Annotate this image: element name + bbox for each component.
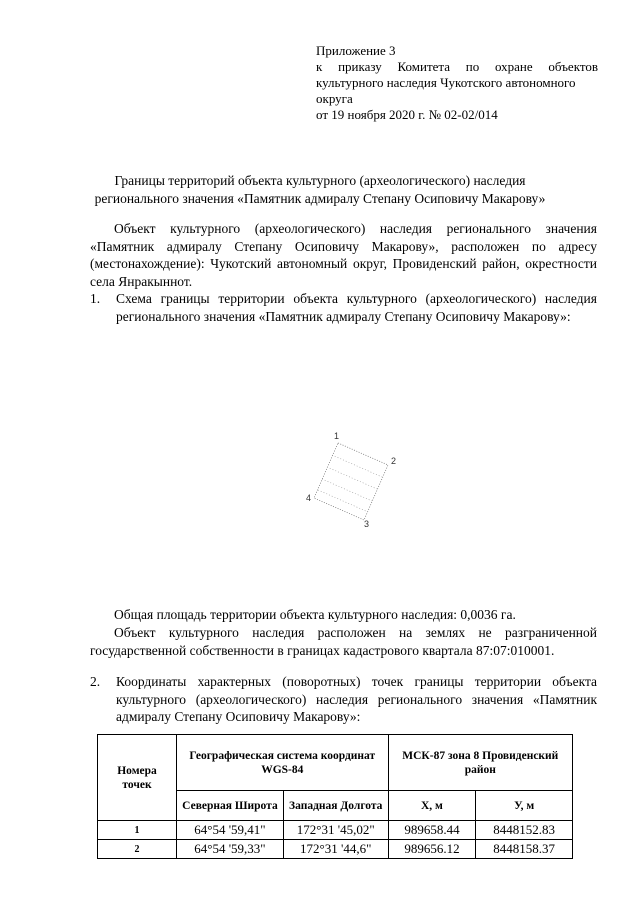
cell-x: 989656.12	[388, 840, 476, 859]
cell-latitude: 64°54 '59,41"	[177, 821, 284, 840]
header-x: Х, м	[388, 791, 476, 821]
point-label-3: 3	[364, 519, 370, 529]
appendix-header	[316, 43, 598, 123]
list-number: 2.	[90, 674, 101, 689]
list-text: Схема границы территории объекта культурного (археологического) наследия регионального значения «Памятник адмиралу Степану Осиповичу Макарову»:	[116, 291, 597, 324]
coordinates-table	[97, 734, 573, 859]
boundary-outline	[314, 443, 388, 520]
cell-y: 8448158.37	[476, 840, 573, 859]
cell-longitude: 172°31 '44,6"	[283, 840, 388, 859]
appendix-line: от 19 ноября 2020 г. № 02-02/014	[316, 107, 498, 122]
area-paragraph	[90, 606, 597, 624]
appendix-line: Приложение 3	[316, 43, 396, 58]
document-title	[60, 172, 580, 208]
list-text: Координаты характерных (поворотных) точек границы территории объекта культурного (археологического) наследия регионального значения «Памятник адмиралу Степану Осиповичу Макарову»:	[116, 674, 597, 724]
table-row	[98, 840, 573, 859]
point-label-1: 1	[334, 431, 340, 441]
title-line: Границы территорий объекта культурного (археологического) наследия	[114, 173, 526, 188]
point-label-2: 2	[391, 456, 397, 466]
header-msk: МСК-87 зона 8 Провиденский район	[388, 735, 572, 791]
appendix-line: культурного наследия Чукотского автономного	[316, 75, 576, 90]
boundary-scheme	[300, 425, 400, 530]
appendix-line: к приказу Комитета по охране объектов	[316, 59, 598, 74]
list-item-2	[90, 673, 597, 726]
point-label-4: 4	[306, 493, 312, 503]
location-text: Объект культурного наследия расположен на землях не разграниченной государственной собственности в границах кадастрового квартала 87:07:010001.	[90, 625, 597, 658]
list-number: 1.	[90, 291, 101, 306]
table-row	[98, 821, 573, 840]
appendix-line: округа	[316, 91, 353, 106]
cell-x: 989658.44	[388, 821, 476, 840]
intro-paragraph	[90, 220, 597, 290]
area-text: Общая площадь территории объекта культурного наследия: 0,0036 га.	[114, 607, 516, 622]
cell-longitude: 172°31 '45,02"	[283, 821, 388, 840]
list-item-1	[90, 290, 597, 325]
cell-number: 1	[98, 821, 177, 840]
cell-latitude: 64°54 '59,33"	[177, 840, 284, 859]
cell-number: 2	[98, 840, 177, 859]
header-longitude: Западная Долгота	[283, 791, 388, 821]
header-wgs: Географическая система координат WGS-84	[177, 735, 389, 791]
intro-text: Объект культурного (археологического) наследия регионального значения «Памятник адмиралу Степану Осиповичу Макарову», расположен по адресу (местонахождение): Чукотский автономный округ, Провиденский район, окрестности села Янракыннот.	[90, 221, 597, 289]
title-line: регионального значения «Памятник адмиралу Степану Осиповичу Макарову»	[94, 191, 546, 206]
cell-y: 8448152.83	[476, 821, 573, 840]
header-y: У, м	[476, 791, 573, 821]
boundary-hatching	[318, 455, 382, 512]
header-points: Номера точек	[98, 735, 177, 821]
header-latitude: Северная Широта	[177, 791, 284, 821]
location-paragraph	[90, 624, 597, 659]
